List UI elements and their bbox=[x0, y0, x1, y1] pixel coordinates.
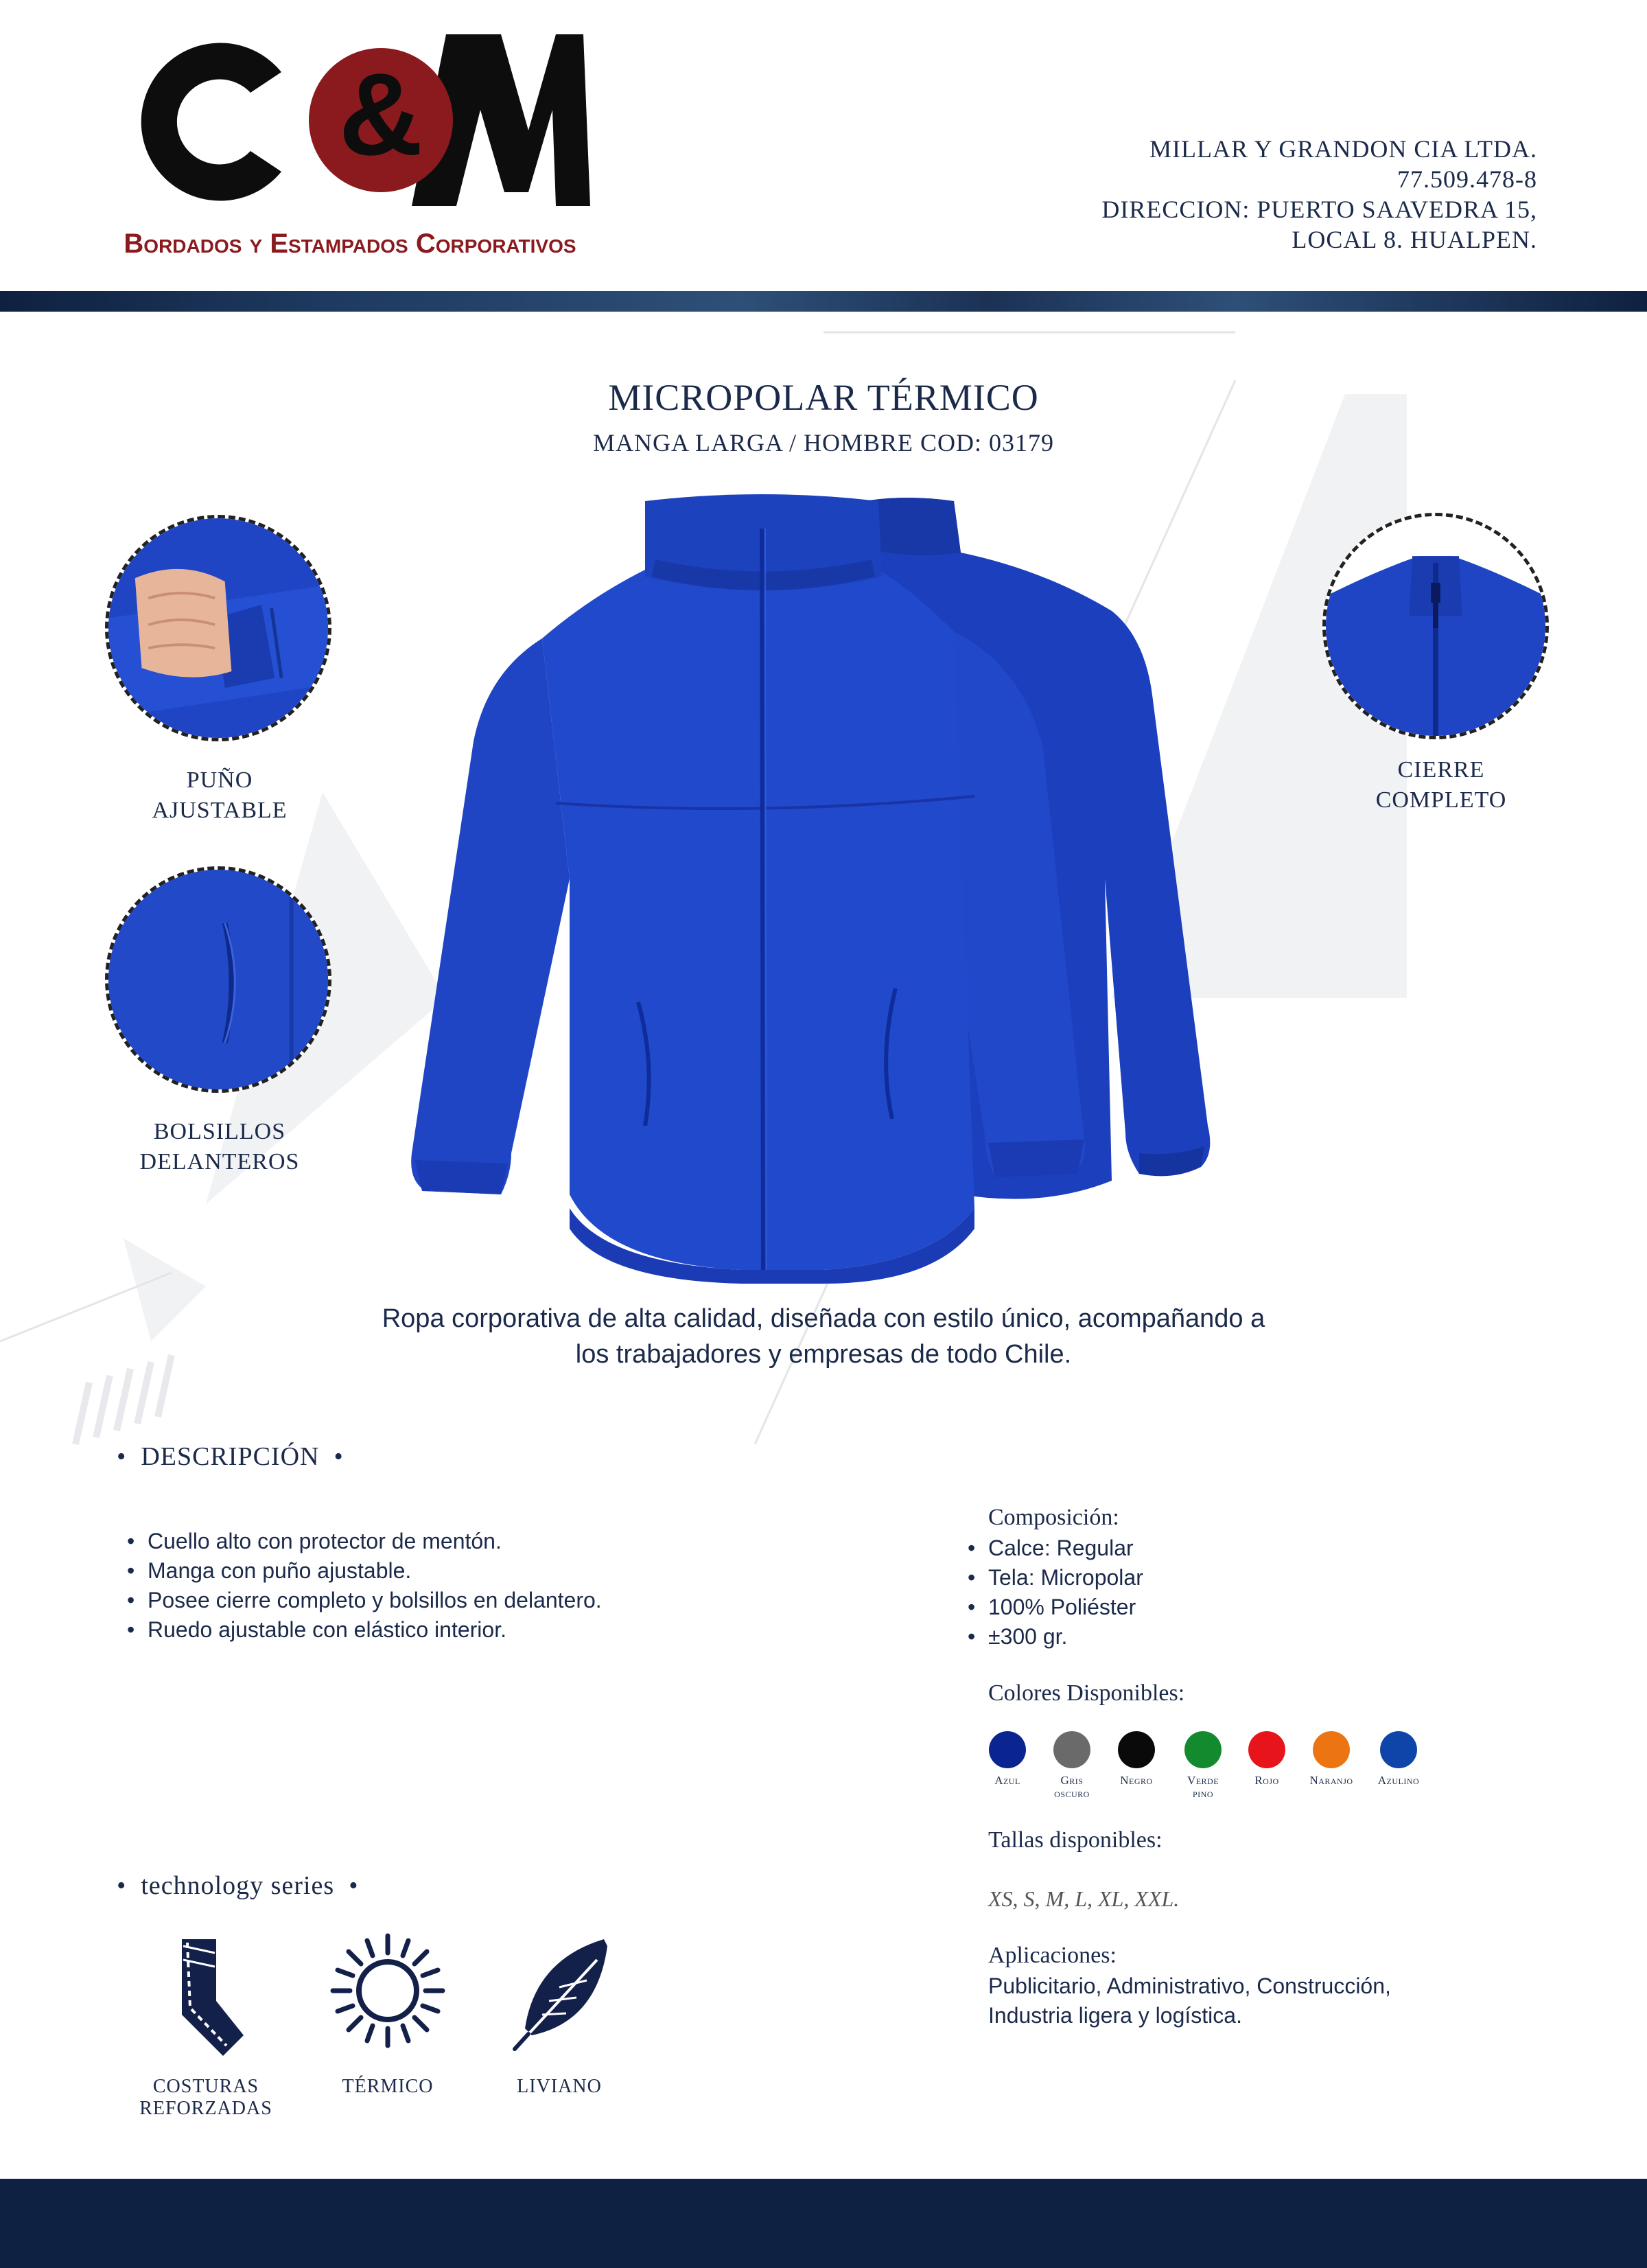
color-swatch bbox=[989, 1731, 1026, 1768]
reinforced-seams-icon bbox=[141, 1932, 271, 2063]
tech-label-light: LIVIANO bbox=[517, 2076, 602, 2097]
color-swatch bbox=[1118, 1731, 1155, 1768]
color-option-azul: Azul bbox=[973, 1731, 1042, 1787]
color-option-verde-pino: Verde pino bbox=[1169, 1731, 1237, 1800]
color-swatch bbox=[1184, 1731, 1222, 1768]
list-item: • ±300 gr. bbox=[968, 1622, 1143, 1652]
zipper-detail-image bbox=[1322, 513, 1549, 739]
color-option-rojo: Rojo bbox=[1233, 1731, 1301, 1787]
color-option-naranjo: Naranjo bbox=[1297, 1731, 1366, 1787]
composition-title: Composición: bbox=[988, 1505, 1119, 1530]
tech-label-thermal: TÉRMICO bbox=[342, 2076, 434, 2097]
pockets-detail-image bbox=[105, 866, 331, 1093]
color-option-azulino: Azulino bbox=[1364, 1731, 1433, 1787]
description-title: • DESCRIPCIÓN • bbox=[117, 1442, 344, 1471]
feather-icon bbox=[494, 1932, 624, 2063]
cuff-label: PUÑO AJUSTABLE bbox=[152, 767, 288, 823]
brand-logo bbox=[110, 7, 590, 268]
footer-band bbox=[0, 2179, 1647, 2268]
product-jacket-image bbox=[384, 494, 1290, 1284]
sizes-value: XS, S, M, L, XL, XXL. bbox=[988, 1886, 1180, 1911]
color-swatch bbox=[1313, 1731, 1350, 1768]
color-option-gris-oscuro: Gris oscuro bbox=[1038, 1731, 1106, 1800]
description-list bbox=[127, 1527, 602, 1645]
company-address-local: LOCAL 8. HUALPEN. bbox=[1292, 226, 1537, 253]
list-item: • Ruedo ajustable con elástico interior. bbox=[127, 1615, 602, 1645]
list-item: • Calce: Regular bbox=[968, 1534, 1143, 1563]
color-swatches bbox=[988, 1731, 1482, 1807]
technology-title: • technology series • bbox=[117, 1871, 359, 1900]
cuff-detail-image bbox=[105, 515, 331, 741]
company-name: MILLAR Y GRANDON CIA LTDA. bbox=[1149, 135, 1537, 163]
product-subtitle: MANGA LARGA / HOMBRE COD: 03179 bbox=[592, 429, 1055, 456]
composition-list bbox=[968, 1534, 1143, 1652]
tech-label-seams: COSTURAS REFORZADAS bbox=[139, 2076, 272, 2119]
logo-tagline: Bordados y Estampados Corporativos bbox=[124, 229, 576, 259]
color-option-negro: Negro bbox=[1102, 1731, 1171, 1787]
list-item: • 100% Poliéster bbox=[968, 1593, 1143, 1622]
company-info bbox=[1101, 134, 1537, 255]
list-item: • Posee cierre completo y bolsillos en delantero. bbox=[127, 1586, 602, 1615]
applications-text: Publicitario, Administrativo, Construcción, Industria ligera y logística. bbox=[988, 1974, 1391, 2028]
color-swatch bbox=[1380, 1731, 1417, 1768]
color-swatch bbox=[1248, 1731, 1285, 1768]
company-address: DIRECCION: PUERTO SAAVEDRA 15, bbox=[1101, 196, 1537, 223]
colors-title: Colores Disponibles: bbox=[988, 1680, 1185, 1706]
product-title: MICROPOLAR TÉRMICO bbox=[608, 377, 1039, 418]
tagline: Ropa corporativa de alta calidad, diseñada con estilo único, acompañando a los trabajadores y empresas de todo Chile. bbox=[382, 1304, 1265, 1369]
color-swatch bbox=[1053, 1731, 1090, 1768]
sizes-title: Tallas disponibles: bbox=[988, 1827, 1163, 1853]
svg-text:&: & bbox=[338, 49, 423, 180]
pockets-label: BOLSILLOS DELANTEROS bbox=[139, 1119, 300, 1174]
list-item: • Manga con puño ajustable. bbox=[127, 1556, 602, 1586]
sun-icon bbox=[323, 1925, 453, 2056]
list-item: • Cuello alto con protector de mentón. bbox=[127, 1527, 602, 1556]
company-rut: 77.509.478-8 bbox=[1397, 165, 1537, 193]
zipper-label: CIERRE COMPLETO bbox=[1375, 757, 1507, 813]
list-item: • Tela: Micropolar bbox=[968, 1563, 1143, 1593]
header-band bbox=[0, 291, 1647, 312]
applications-title: Aplicaciones: bbox=[988, 1943, 1117, 1968]
